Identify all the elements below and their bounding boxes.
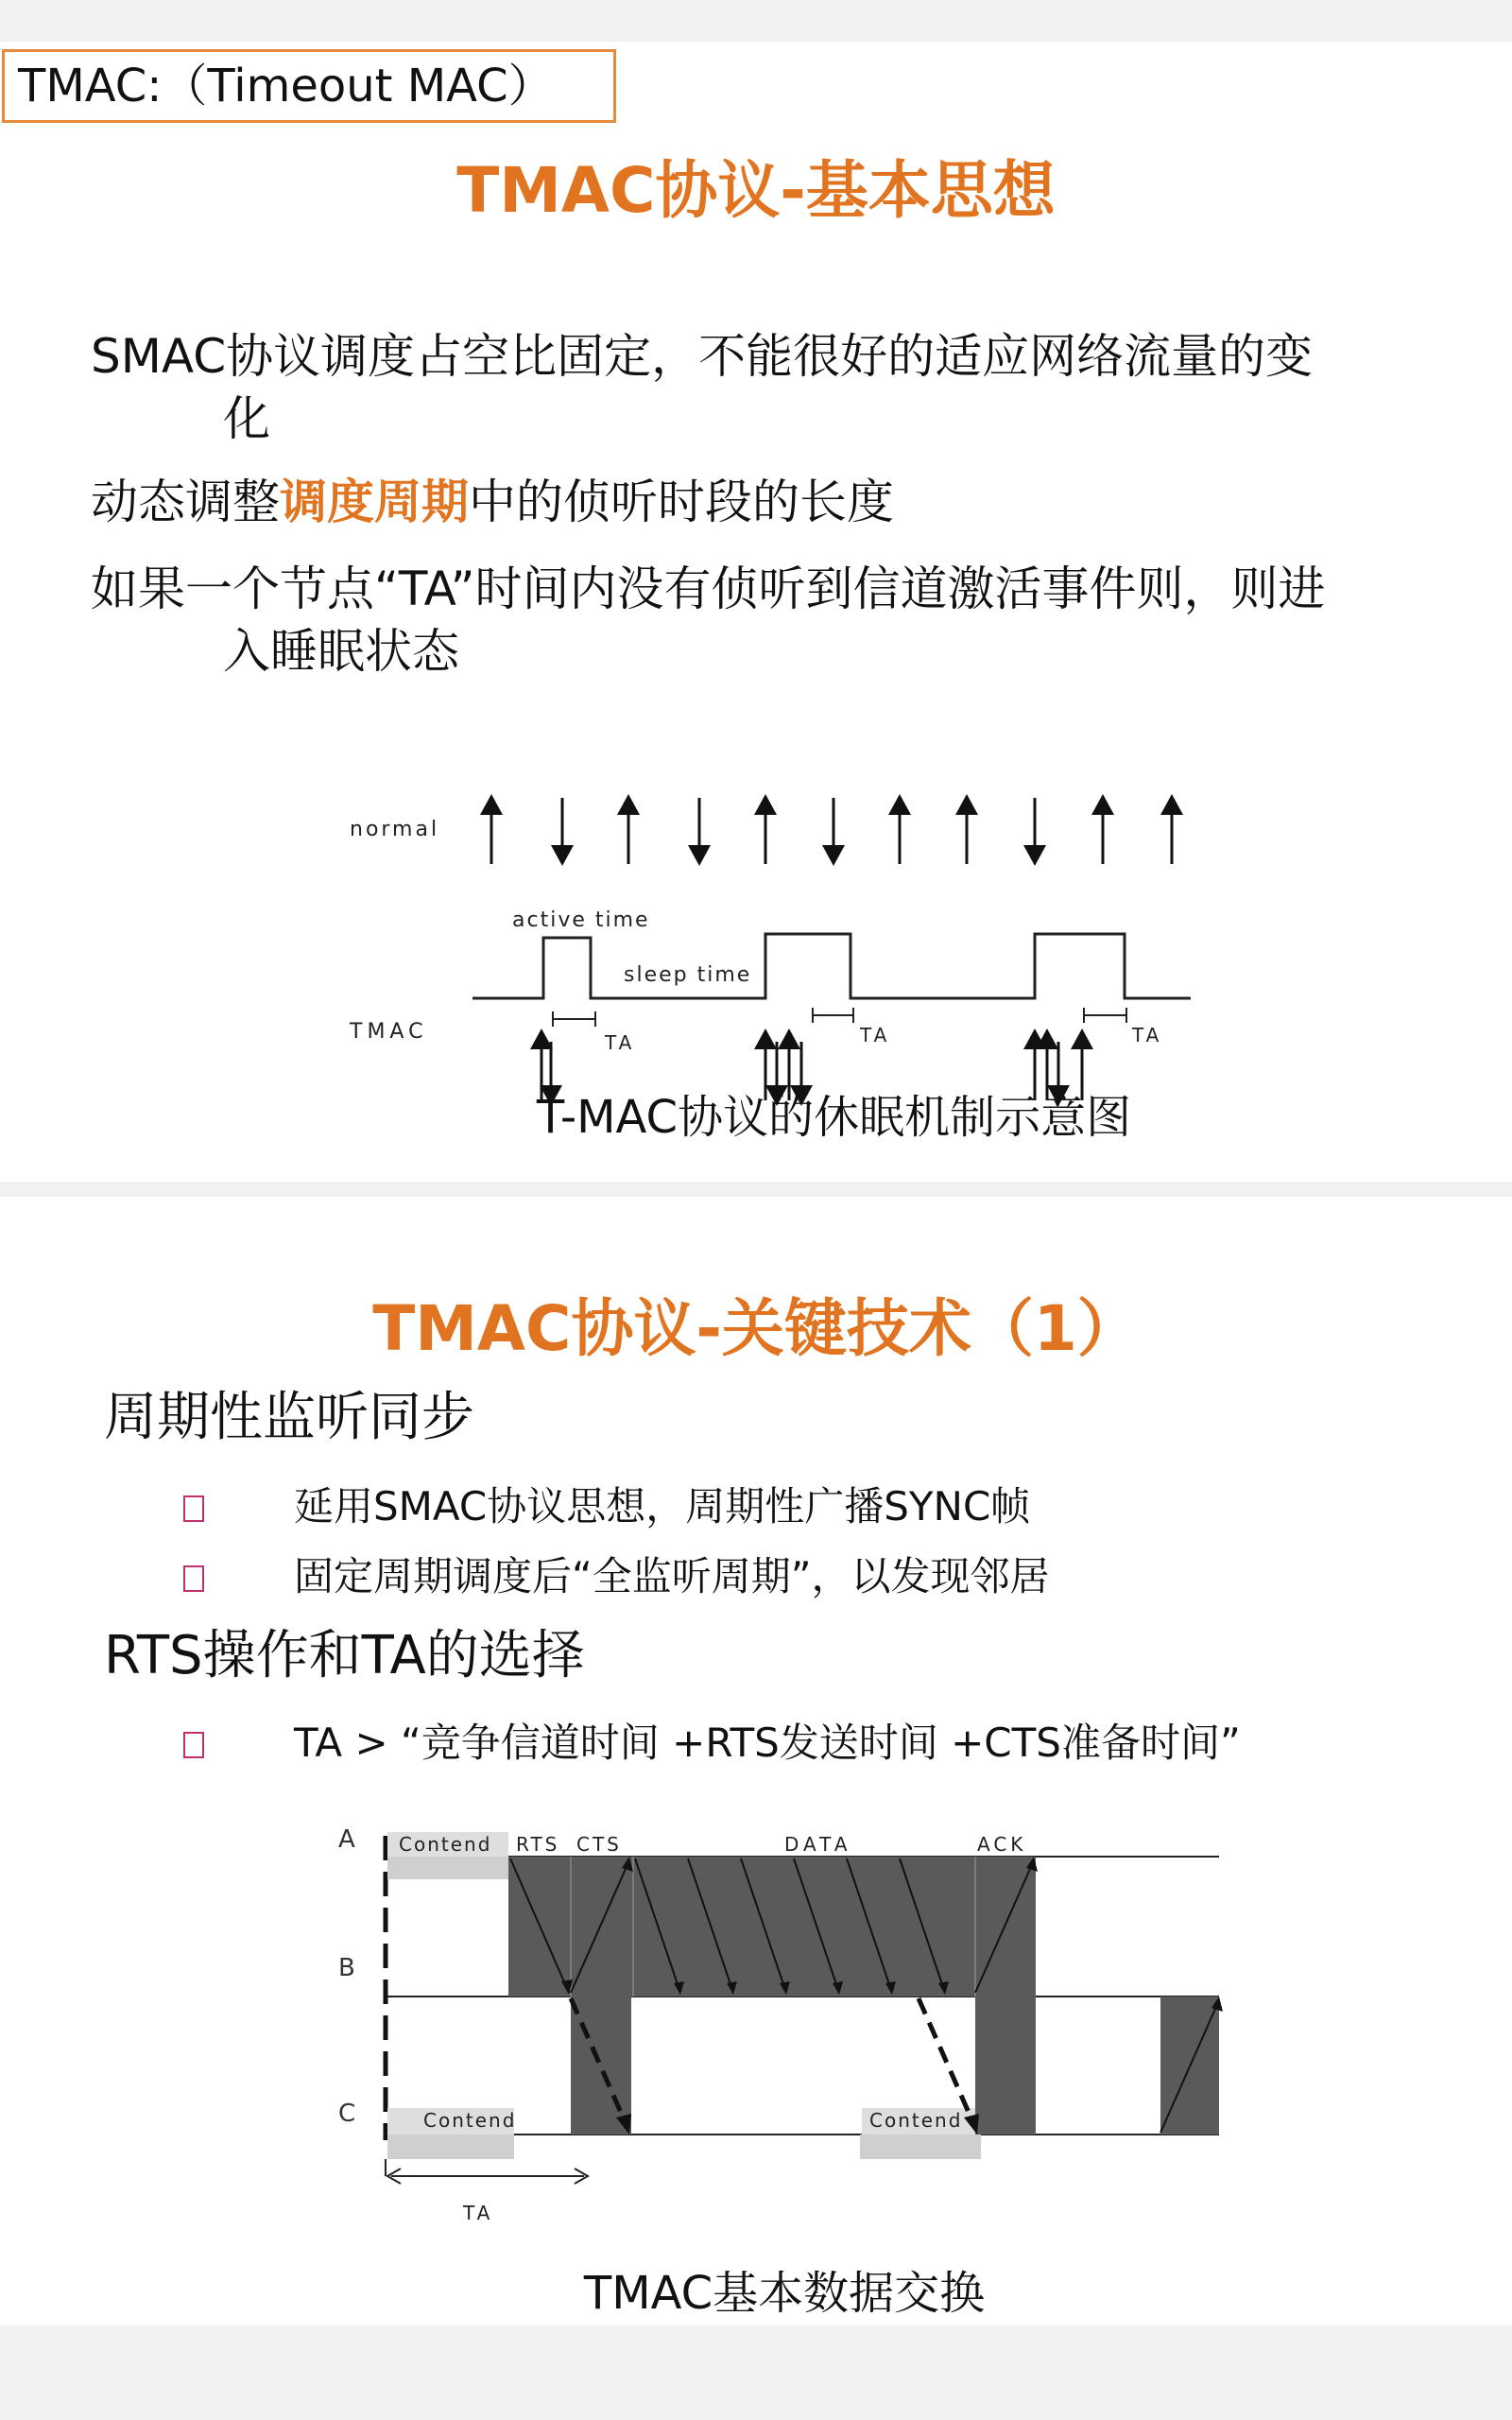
contend-label: Contend bbox=[399, 1833, 492, 1856]
active-time-label: active time bbox=[512, 908, 650, 932]
down-arrow bbox=[688, 798, 711, 866]
bullet-item bbox=[183, 1717, 1241, 1770]
contend-block-c bbox=[387, 2135, 514, 2159]
contend-label: Contend bbox=[869, 2109, 963, 2132]
up-arrow bbox=[955, 794, 978, 864]
text-segment: 中的侦听时段的长度 bbox=[469, 475, 894, 529]
overhear-dashed-arrow bbox=[919, 1998, 973, 2123]
busy-block-c1 bbox=[571, 1996, 631, 2135]
ta-label: TA bbox=[463, 2202, 494, 2224]
down-arrow bbox=[1023, 798, 1046, 866]
bullet-text: TA > “竞争信道时间 +RTS发送时间 +CTS准备时间” bbox=[294, 1720, 1241, 1766]
tmac-waveform bbox=[472, 934, 1191, 998]
up-arrow bbox=[617, 794, 640, 864]
contend-block-c2 bbox=[860, 2135, 981, 2159]
bullet-item bbox=[183, 1480, 1030, 1533]
bullet-text: 固定周期调度后“全监听周期”，以发现邻居 bbox=[294, 1553, 1050, 1599]
highlight-text: 调度周期 bbox=[280, 475, 469, 529]
data-label: DATA bbox=[784, 1833, 852, 1856]
up-arrow bbox=[480, 794, 503, 864]
paragraph-dynamic-adjust bbox=[91, 471, 894, 533]
ack-label: ACK bbox=[977, 1833, 1027, 1856]
paragraph-line: 入睡眠状态 bbox=[223, 624, 459, 679]
paragraph-duty-cycle bbox=[91, 325, 1313, 450]
busy-block-b bbox=[508, 1857, 1036, 1996]
slide-title: TMAC协议-关键技术（1） bbox=[372, 1292, 1140, 1365]
paragraph-line: SMAC协议调度占空比固定，不能很好的适应网络流量的变 bbox=[91, 329, 1314, 384]
bullet-icon bbox=[183, 1732, 204, 1758]
paragraph-line: 如果一个节点“TA”时间内没有侦听到信道激活事件则，则进 bbox=[91, 562, 1326, 616]
up-arrow bbox=[754, 794, 777, 864]
ta-label: TA bbox=[605, 1031, 636, 1054]
busy-block-c2 bbox=[975, 1996, 1036, 2135]
tmac-data-exchange-diagram bbox=[321, 1798, 1247, 2242]
normal-arrows bbox=[480, 794, 1183, 866]
ta-label: TA bbox=[1132, 1024, 1163, 1046]
down-arrow bbox=[822, 798, 845, 866]
ta-label: TA bbox=[860, 1024, 891, 1046]
up-arrow bbox=[1091, 794, 1114, 864]
rts-label: RTS bbox=[516, 1833, 560, 1856]
bullet-icon bbox=[183, 1495, 204, 1522]
text-segment: 动态调整 bbox=[91, 475, 280, 529]
tmac-sleep-diagram bbox=[321, 741, 1228, 1119]
contend-block-a bbox=[387, 1857, 508, 1879]
protocol-tag: TMAC:（Timeout MAC） bbox=[2, 49, 616, 123]
node-c-label: C bbox=[338, 2100, 356, 2128]
tmac-label: TMAC bbox=[350, 1020, 428, 1044]
slide-basic-idea bbox=[0, 42, 1512, 1182]
paragraph-line: 化 bbox=[223, 391, 270, 446]
section-heading-rts: RTS操作和TA的选择 bbox=[104, 1625, 585, 1686]
paragraph-ta-sleep bbox=[91, 558, 1326, 683]
ta-markers bbox=[553, 1008, 1126, 1027]
normal-label: normal bbox=[350, 818, 440, 841]
cts-label: CTS bbox=[576, 1833, 622, 1856]
up-arrow bbox=[888, 794, 911, 864]
down-arrow bbox=[551, 798, 574, 866]
bullet-text: 延用SMAC协议思想，周期性广播SYNC帧 bbox=[294, 1483, 1031, 1530]
contend-label: Contend bbox=[423, 2109, 517, 2132]
section-heading-sync: 周期性监听同步 bbox=[104, 1387, 474, 1448]
slide-title: TMAC协议-基本思想 bbox=[456, 154, 1056, 227]
figure-caption: TMAC基本数据交换 bbox=[583, 2267, 986, 2320]
slide-key-tech bbox=[0, 1197, 1512, 2325]
bullet-icon bbox=[183, 1565, 204, 1592]
up-arrow bbox=[1160, 794, 1183, 864]
node-b-label: B bbox=[338, 1954, 355, 1982]
bullet-item bbox=[183, 1550, 1050, 1603]
node-a-label: A bbox=[338, 1825, 355, 1854]
figure-caption: T-MAC协议的休眠机制示意图 bbox=[536, 1091, 1132, 1144]
sleep-time-label: sleep time bbox=[624, 963, 752, 987]
